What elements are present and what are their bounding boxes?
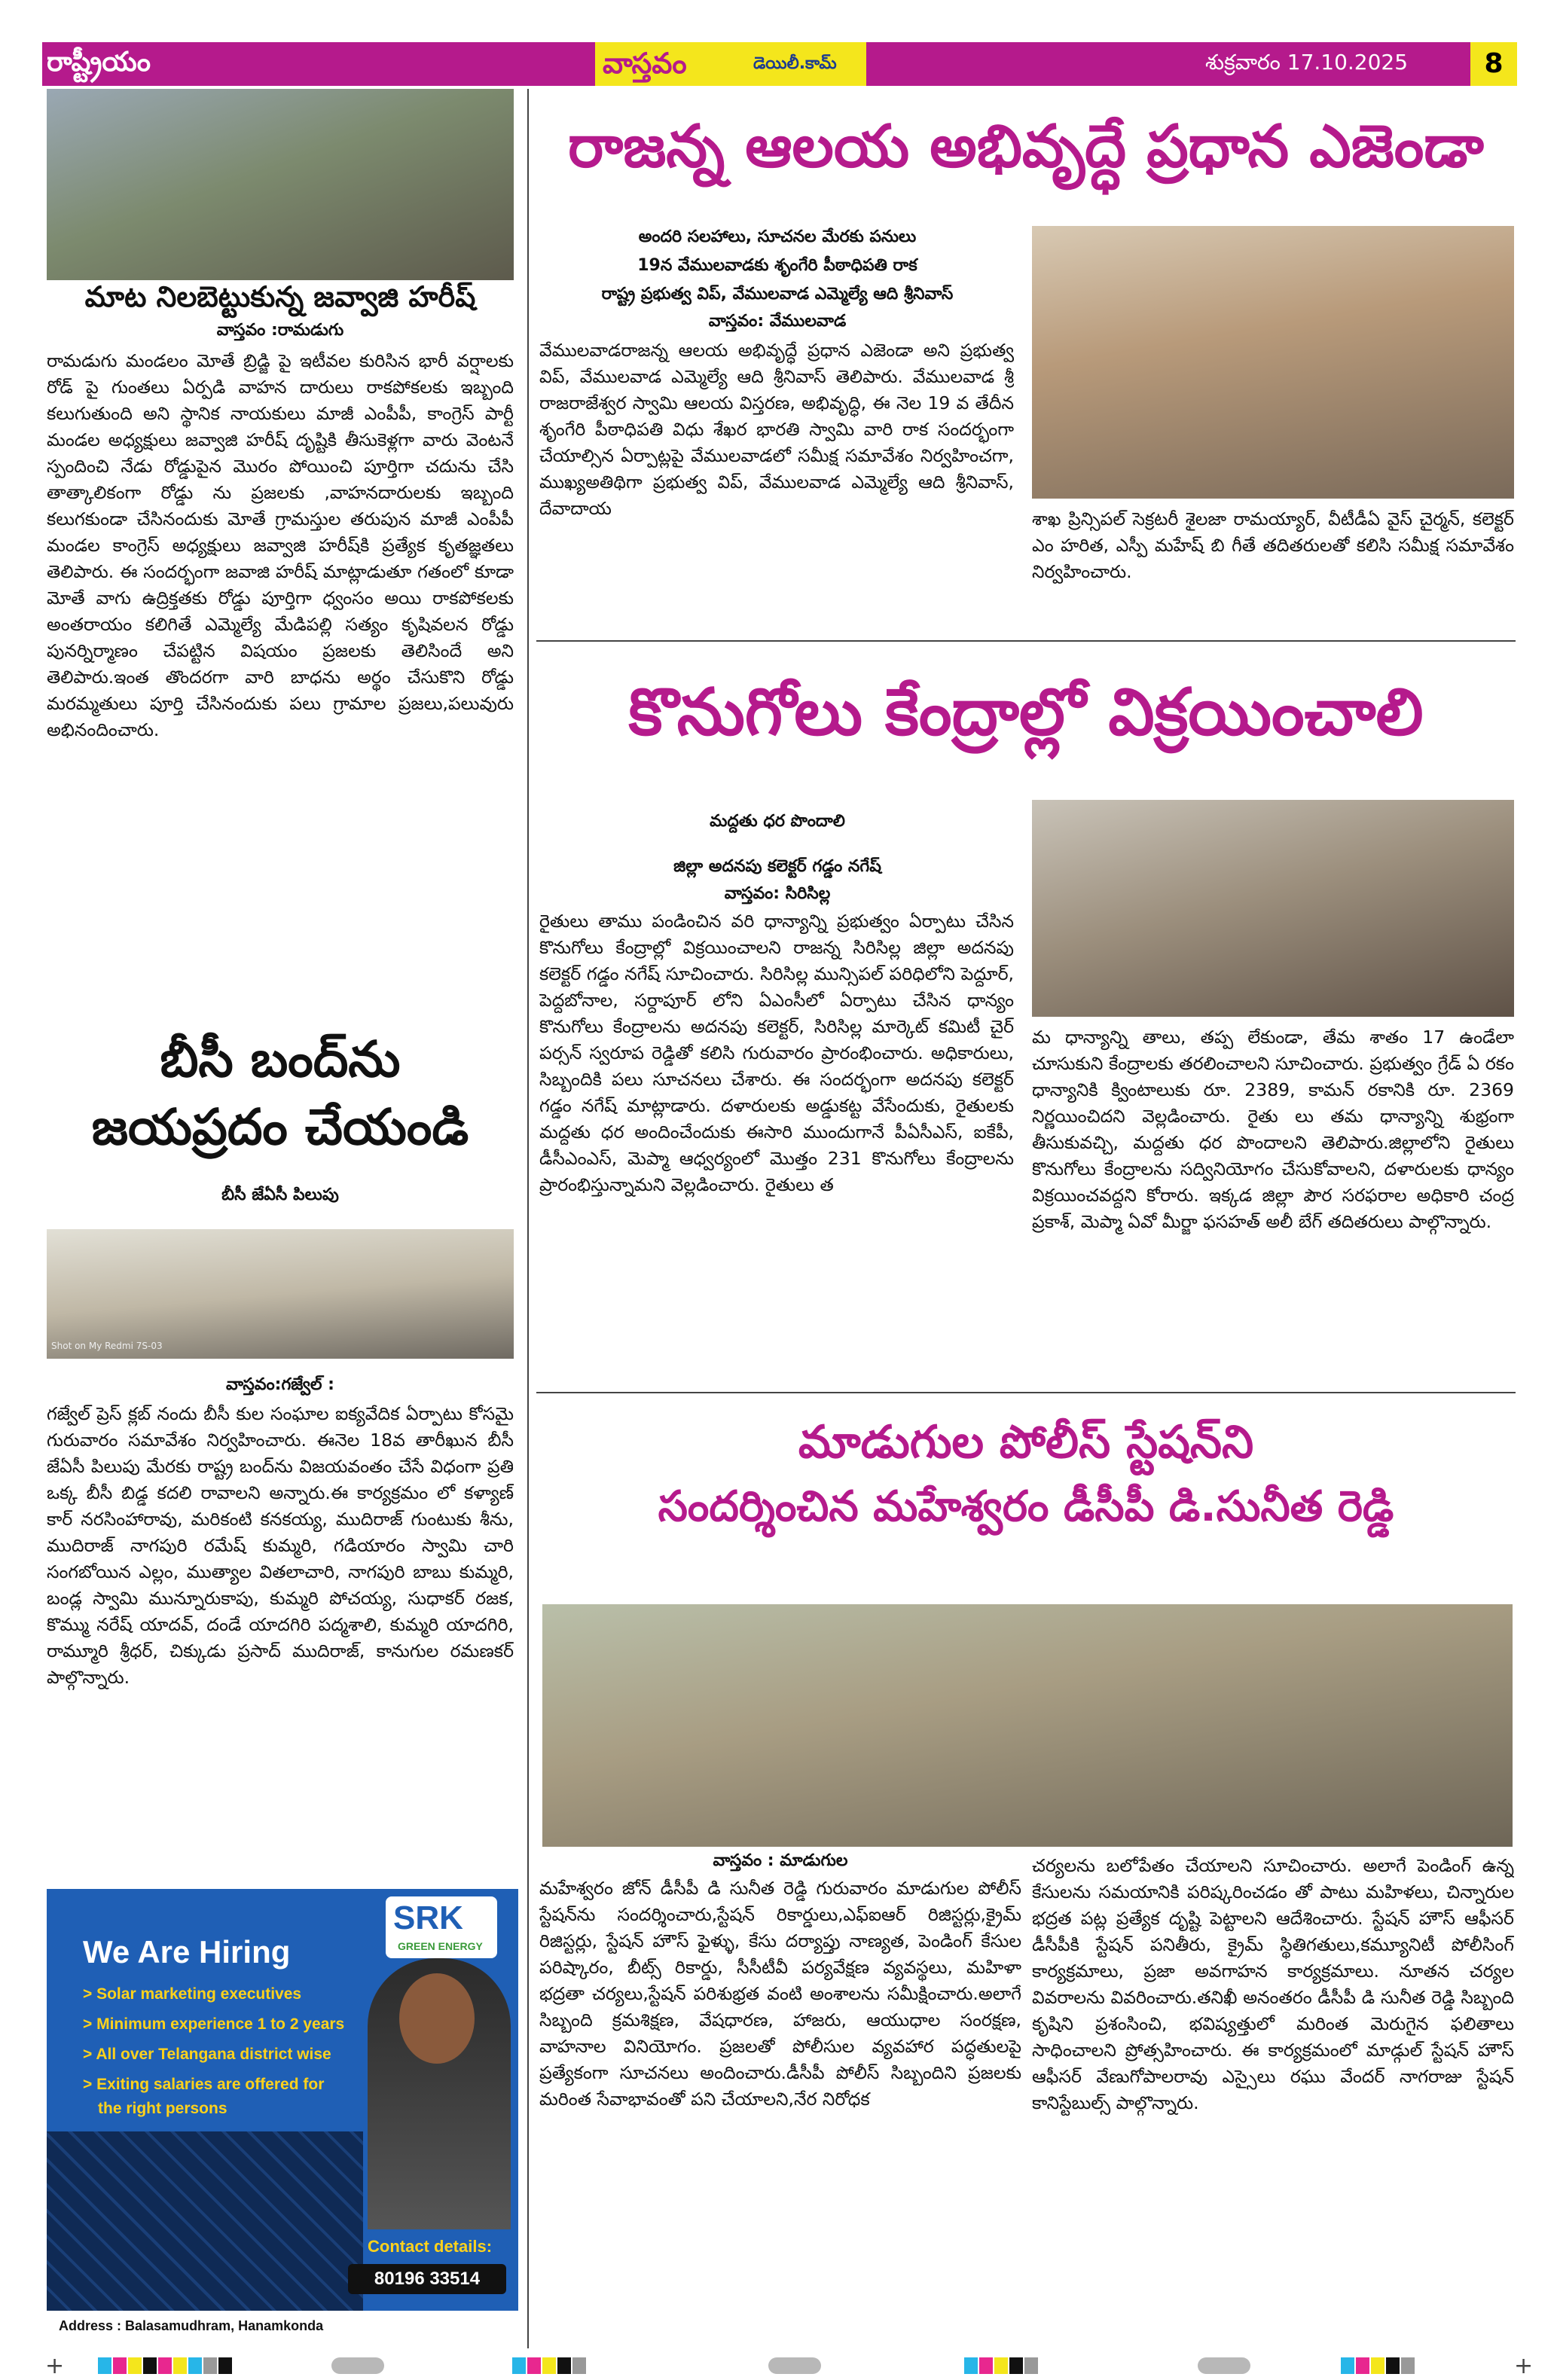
story4-headline-line2: జయప్రదం చేయండి xyxy=(91,1098,469,1156)
ad-bullet: > Exiting salaries are offered for xyxy=(83,2076,325,2093)
story2-dateline: వాస్తవం: వేములవాడ xyxy=(708,312,847,331)
color-swatch xyxy=(1386,2357,1400,2374)
srk-logo-sub: GREEN ENERGY xyxy=(398,1940,483,1952)
section-divider xyxy=(536,640,1516,642)
color-swatch xyxy=(527,2357,541,2374)
story2-headline: రాజన్న ఆలయ అభివృద్ధే ప్రధాన ఎజెండా xyxy=(568,113,1484,181)
color-swatch xyxy=(1341,2357,1354,2374)
story4-dateline: వాస్తవం:గజ్వేల్ : xyxy=(226,1375,334,1394)
color-swatch xyxy=(1024,2357,1038,2374)
story3-dateline: వాస్తవం: సిరిసిల్ల xyxy=(724,884,831,903)
story3-body-continued: మ ధాన్యాన్ని తాలు, తప్ప లేకుండా, తేమ శాతం 17 ఉండేలా చూసుకుని కేంద్రాలకు తరలించాలని సూచించారు. ప్రభుత్వం గ్రేడ్ ఏ రకం ధాన్యానికి క్వింటాలుకు రూ. 2389, కామన్ రకానికి రూ. 2369 నిర్ణయించిదని వెల్లడించారు. రైతు లు తమ ధాన్యాన్ని శుభ్రంగా తీసుకువచ్చి, మద్దతు ధర పొందాలని తెలిపారు.జిల్లాలోని రైతులు కొనుగోలు కేంద్రాలను సద్వినియోగం చేసుకోవాలని, దళారులకు ధాన్యం విక్రయించవద్దని కోరారు. ఇక్కడ జిల్లా పౌర సరఫరాల అధికారి చంద్ర ప్రకాశ్, మెప్మా ఏవో మీర్జా ఫసహత్ అలీ బేగ్ తదితరులు పాల్గొన్నారు. xyxy=(1032,1027,1514,1232)
story3-deck-2: జిల్లా అదనపు కలెక్టర్ గడ్డం నగేష్ xyxy=(673,857,881,876)
review-meeting-photo xyxy=(1032,226,1514,499)
registration-cross-icon: + xyxy=(1514,2353,1534,2379)
column-divider xyxy=(527,89,529,2348)
story1-dateline: వాస్తవం :రామడుగు xyxy=(216,321,344,340)
ad-title: We Are Hiring xyxy=(83,1934,291,1970)
color-swatch xyxy=(188,2357,202,2374)
ad-phone: 80196 33514 xyxy=(348,2264,506,2294)
color-swatch xyxy=(1401,2357,1415,2374)
story2-deck-2: 19న వేములవాడకు శృంగేరి పీఠాధిపతి రాక xyxy=(637,256,917,275)
masthead-sub: డెయిలీ.కామ్ xyxy=(753,54,837,73)
color-swatch xyxy=(203,2357,217,2374)
story5-body-continued: చర్యలను బలోపేతం చేయాలని సూచించారు. అలాగే పెండింగ్ ఉన్న కేసులను సమయానికి పరిష్కరించడం తో పాటు మహిళలు, చిన్నారుల భద్రత పట్ల ప్రత్యేక దృష్టి పెట్టాలని ఆదేశించారు. స్టేషన్ హౌస్ ఆఫీసర్ డీసీపీకి స్టేషన్ పనితీరు, క్రైమ్ స్థితిగతులు,కమ్యూనిటీ పోలీసింగ్ కార్యక్రమాలు, ప్రజా అవగాహన కార్యక్రమాలు. నూతన చర్యల వివరాలను వివరించారు.తనిఖీ అనంతరం డీసీపీ డి సునీత రెడ్డి సిబ్బంది కృషిని ప్రశంసించి, భవిష్యత్తులో మరింత మెరుగైన ఫలితాలు సాధించాలని ప్రోత్సహించారు. ఈ కార్యక్రమంలో మాడ్గుల్ స్టేషన్ హౌస్ ఆఫీసర్ వేణుగోపాలరావు ఎస్సైలు రఘు వేందర్ నాగరాజు స్టేషన్ కానిస్టేబుల్స్ పాల్గొన్నారు. xyxy=(1032,1855,1514,2113)
color-swatch xyxy=(128,2357,142,2374)
story3-headline: కొనుగోలు కేంద్రాల్లో విక్రయించాలి xyxy=(628,675,1424,750)
story5-headline-line2: సందర్శించిన మహేశ్వరం డీసీపీ డి.సునీత రెడ్డి xyxy=(658,1482,1394,1531)
color-swatch xyxy=(1371,2357,1385,2374)
color-swatch xyxy=(173,2357,187,2374)
color-swatch xyxy=(512,2357,526,2374)
masthead-logo: వాస్తవం xyxy=(603,47,687,80)
srk-logo: SRK xyxy=(393,1899,463,1936)
ad-contact-label: Contact details: xyxy=(368,2237,493,2256)
police-inspection-photo xyxy=(542,1604,1513,1847)
color-swatch xyxy=(158,2357,172,2374)
registration-cross-icon: + xyxy=(45,2353,65,2379)
ad-bullet: > Solar marketing executives xyxy=(83,1985,302,2003)
solar-panels-graphic xyxy=(47,2131,363,2311)
story4-headline-line1: బీసీ బంద్‌ను xyxy=(160,1030,401,1088)
story1-body: రామడుగు మండలం మోతే బ్రిడ్జి పై ఇటీవల కురిసిన భారీ వర్షాలకు రోడ్ పై గుంతలు ఏర్పడి వాహన దారులు రాకపోకలకు ఇబ్బంది కలుగుతుంది అని స్థానిక నాయకులు మాజీ ఎంపీపీ, కాంగ్రెస్ పార్టీ మండల అధ్యక్షులు జవ్వాజి హరీష్ దృష్టికి తీసుకెళ్లగా వారు వెంటనే స్పందించి నేడు రోడ్డుపైన మొరం పోయించి పూర్తిగా చదును చేసి తాత్కాలికంగా రోడ్డు ను ప్రజలకు ,వాహనదారులకు ఇబ్బంది కలుగకుండా చేసినందుకు మోతే గ్రామస్తుల తరుపున మాజీ ఎంపీపీ మండల కాంగ్రెస్ అధ్యక్షులు జవ్వాజి హరీష్‌కి ప్రత్యేక కృతజ్ఞతలు తెలిపారు. ఈ సందర్భంగా జవాజి హరీష్ మాట్లాడుతూ గతంలో కూడా మోతే వాగు ఉద్రిక్తతకు రోడ్డు పూర్తిగా ధ్వంసం అయి రాకపోకలకు అంతరాయం కలిగితే ఎమ్మెల్యే మేడిపల్లి సత్యం కృషివలన రోడ్డు పునర్నిర్మాణం చేపట్టిన విషయం ప్రజలకు తెలిసిందే అని తెలిపారు.ఇంత తొందరగా వారి బాధను అర్థం చేసుకొని రోడ్డు మరమ్మతులు పూర్తి చేసినందుకు పలు గ్రామాల ప్రజలు,పలువురు అభినందించారు. xyxy=(47,350,514,740)
color-swatch xyxy=(979,2357,993,2374)
color-swatch xyxy=(1356,2357,1369,2374)
section-label: రాష్ట్రీయం xyxy=(47,47,151,78)
ad-bullet: > All over Telangana district wise xyxy=(83,2046,331,2063)
registration-pill xyxy=(768,2357,821,2374)
photo-watermark: Shot on My Redmi 7S-03 xyxy=(51,1341,163,1351)
registration-pill xyxy=(331,2357,384,2374)
story1-headline: మాట నిలబెట్టుకున్న జవ్వాజి హరీష్ xyxy=(84,280,476,313)
story5-headline-line1: మాడుగుల పోలీస్ స్టేషన్‌ని xyxy=(798,1416,1254,1469)
story5-body: మహేశ్వరం జోన్ డీసీపీ డి సునీత రెడ్డి గురువారం మాడుగుల పోలీస్ స్టేషన్‌ను సందర్శించారు,స్టేషన్ రికార్డులు,ఎఫ్ఐఆర్ రిజిస్టర్లు,క్రైమ్ రిజిస్టర్లు, స్టేషన్ హౌస్ ఫైళ్ళు, కేసు దర్యాప్తు నాణ్యత, పెండింగ్ కేసుల పరిష్కారం, బీట్స్ రికార్డు, సీసీటీవీ పర్యవేక్షణ వ్యవస్థలు, మహిళా భద్రతా చర్యలు,స్టేషన్ పరిశుభ్రత వంటి అంశాలను సమీక్షించారు.అలాగే సిబ్బంది క్రమశిక్షణ, వేషధారణ, హాజరు, ఆయుధాల సంరక్షణ, వాహనాల వినియోగం. ప్రజలతో పోలీసుల వ్యవహార పద్ధతులపై ప్రత్యేకంగా సూచనలు అందించారు.డీసీపీ పోలీస్ సిబ్బందిని ప్రజలకు మరింత సేవాభావంతో పని చేయాలని,నేర నిరోధక xyxy=(539,1878,1021,2110)
ad-address: Address : Balasamudhram, Hanamkonda xyxy=(59,2318,324,2333)
story3-deck-1: మద్దతు ధర పొందాలి xyxy=(710,812,845,831)
ad-bullet: the right persons xyxy=(98,2100,227,2117)
color-swatch xyxy=(1009,2357,1023,2374)
color-swatch xyxy=(557,2357,571,2374)
page-number: 8 xyxy=(1470,42,1517,86)
story3-body: రైతులు తాము పండించిన వరి ధాన్యాన్ని ప్రభుత్వం ఏర్పాటు చేసిన కొనుగోలు కేంద్రాల్లో విక్రయించాలని రాజన్న సిరిసిల్ల జిల్లా అదనపు కలెక్టర్ గడ్డం నగేష్ సూచించారు. సిరిసిల్ల మున్సిపల్ పరిధిలోని పెద్దూర్, పెద్దబోనాల, సర్దాపూర్ లోని ఏఎంసీలో ఏర్పాటు చేసిన ధాన్యం కొనుగోలు కేంద్రాలను అదనపు కలెక్టర్, సిరిసిల్ల మార్కెట్ కమిటీ చైర్ పర్సన్ స్వరూప రెడ్డితో కలిసి గురువారం ప్రారంభించారు. అధికారులు, సిబ్బందికి పలు సూచనలు చేశారు. ఈ సందర్భంగా అదనపు కలెక్టర్ గడ్డం నగేష్ మాట్లాడారు. దళారులకు అడ్డుకట్ట వేసేందుకు, రైతులకు మద్దతు ధర అందించేందుకు ఈసారి ముందుగానే పీఏసీఎస్, ఐకేపీ, డీసీఎంఎస్, మెప్మా ఆధ్వర్యంలో మొత్తం 231 కొనుగోలు కేంద్రాలను ప్రారంభిస్తున్నామని వెల్లడించారు. రైతులు త xyxy=(539,911,1014,1195)
color-swatch xyxy=(218,2357,232,2374)
bc-meeting-photo xyxy=(47,1229,514,1359)
ad-face-graphic xyxy=(399,1973,475,2064)
color-swatch xyxy=(964,2357,978,2374)
story4-body: గజ్వేల్ ప్రెస్ క్లబ్ నందు బీసీ కుల సంఘాల ఐక్యవేదిక ఏర్పాటు కోసమై గురువారం సమావేశం నిర్వహించారు. ఈనెల 18వ తారీఖున బీసీ జేఏసీ పిలుపు మేరకు రాష్ట్ర బంద్‌ను విజయవంతం చేసే విధంగా ప్రతి ఒక్క బీసీ బిడ్డ కదలి రావాలని అన్నారు.ఈ కార్యక్రమం లో కళ్యాణ్ కార్ నరసింహారావు, మరికంటి కనకయ్య, ముదిరాజ్ గుంటుకు శీను, ముదిరాజ్ నాగపురి రమేష్ కుమ్మరి, గడియారం స్వామి చారి సంగబోయిన ఎల్లం, ముత్యాల వితలాచారి, నాగపురి బాబు కుమ్మరి, బండ్ల స్వామి మున్నూరుకాపు, కుమ్మరి పోచయ్య, సుధాకర్ రజక, కొమ్ము నరేష్ యాదవ్, దండే యాదగిరి పద్మశాలి, కుమ్మరి యాదగిరి, రామ్మూరి శ్రీధర్, చిక్కుడు ప్రసాద్ ముదిరాజ్, కానుగుల రమణకర్ పాల్గొన్నారు. xyxy=(47,1403,514,1688)
color-swatch xyxy=(994,2357,1008,2374)
issue-date: శుక్రవారం 17.10.2025 xyxy=(1205,50,1409,75)
section-divider xyxy=(536,1392,1516,1393)
story5-dateline: వాస్తవం : మాడుగుల xyxy=(713,1851,848,1870)
color-swatch xyxy=(572,2357,586,2374)
color-swatch xyxy=(542,2357,556,2374)
road-inspection-photo xyxy=(47,89,514,280)
paddy-center-photo xyxy=(1032,800,1514,1017)
color-swatch xyxy=(98,2357,111,2374)
registration-pill xyxy=(1198,2357,1250,2374)
story2-deck-1: అందరి సలహాలు, సూచనల మేరకు పనులు xyxy=(638,227,917,246)
story4-deck: బీసీ జేఏసీ పిలుపు xyxy=(221,1185,339,1204)
story2-deck-3: రాష్ట్ర ప్రభుత్వ విప్, వేములవాడ ఎమ్మెల్యే ఆది శ్రీనివాస్ xyxy=(601,285,954,304)
story2-body-continued: శాఖ ప్రిన్సిపల్ సెక్రటరీ శైలజా రామయ్యార్, వీటీడీఏ వైస్ చైర్మన్, కలెక్టర్ ఎం హరిత, ఎస్పీ మహేష్ బి గీతే తదితరులతో కలిసి సమీక్ష సమావేశం నిర్వహించారు. xyxy=(1032,508,1514,582)
story2-body: వేములవాడరాజన్న ఆలయ అభివృద్ధే ప్రధాన ఎజెండా అని ప్రభుత్వ విప్, వేములవాడ ఎమ్మెల్యే ఆది శ్రీనివాస్ తెలిపారు. వేములవాడ శ్రీ రాజరాజేశ్వర స్వామి ఆలయ విస్తరణ, అభివృద్ధి, ఈ నెల 19 వ తేదీన శృంగేరి పీఠాధిపతి విధు శేఖర భారతి స్వామి వారి రాక సందర్భంగా చేయాల్సిన ఏర్పాట్లపై వేములవాడలో సమీక్ష సమావేశం నిర్వహించగా, ముఖ్యఅతిథిగా ప్రభుత్వ విప్, వేములవాడ ఎమ్మెల్యే ఆది శ్రీనివాస్, దేవాదాయ xyxy=(539,340,1014,519)
ad-bullet: > Minimum experience 1 to 2 years xyxy=(83,2015,345,2033)
color-swatch xyxy=(113,2357,127,2374)
color-swatch xyxy=(143,2357,157,2374)
